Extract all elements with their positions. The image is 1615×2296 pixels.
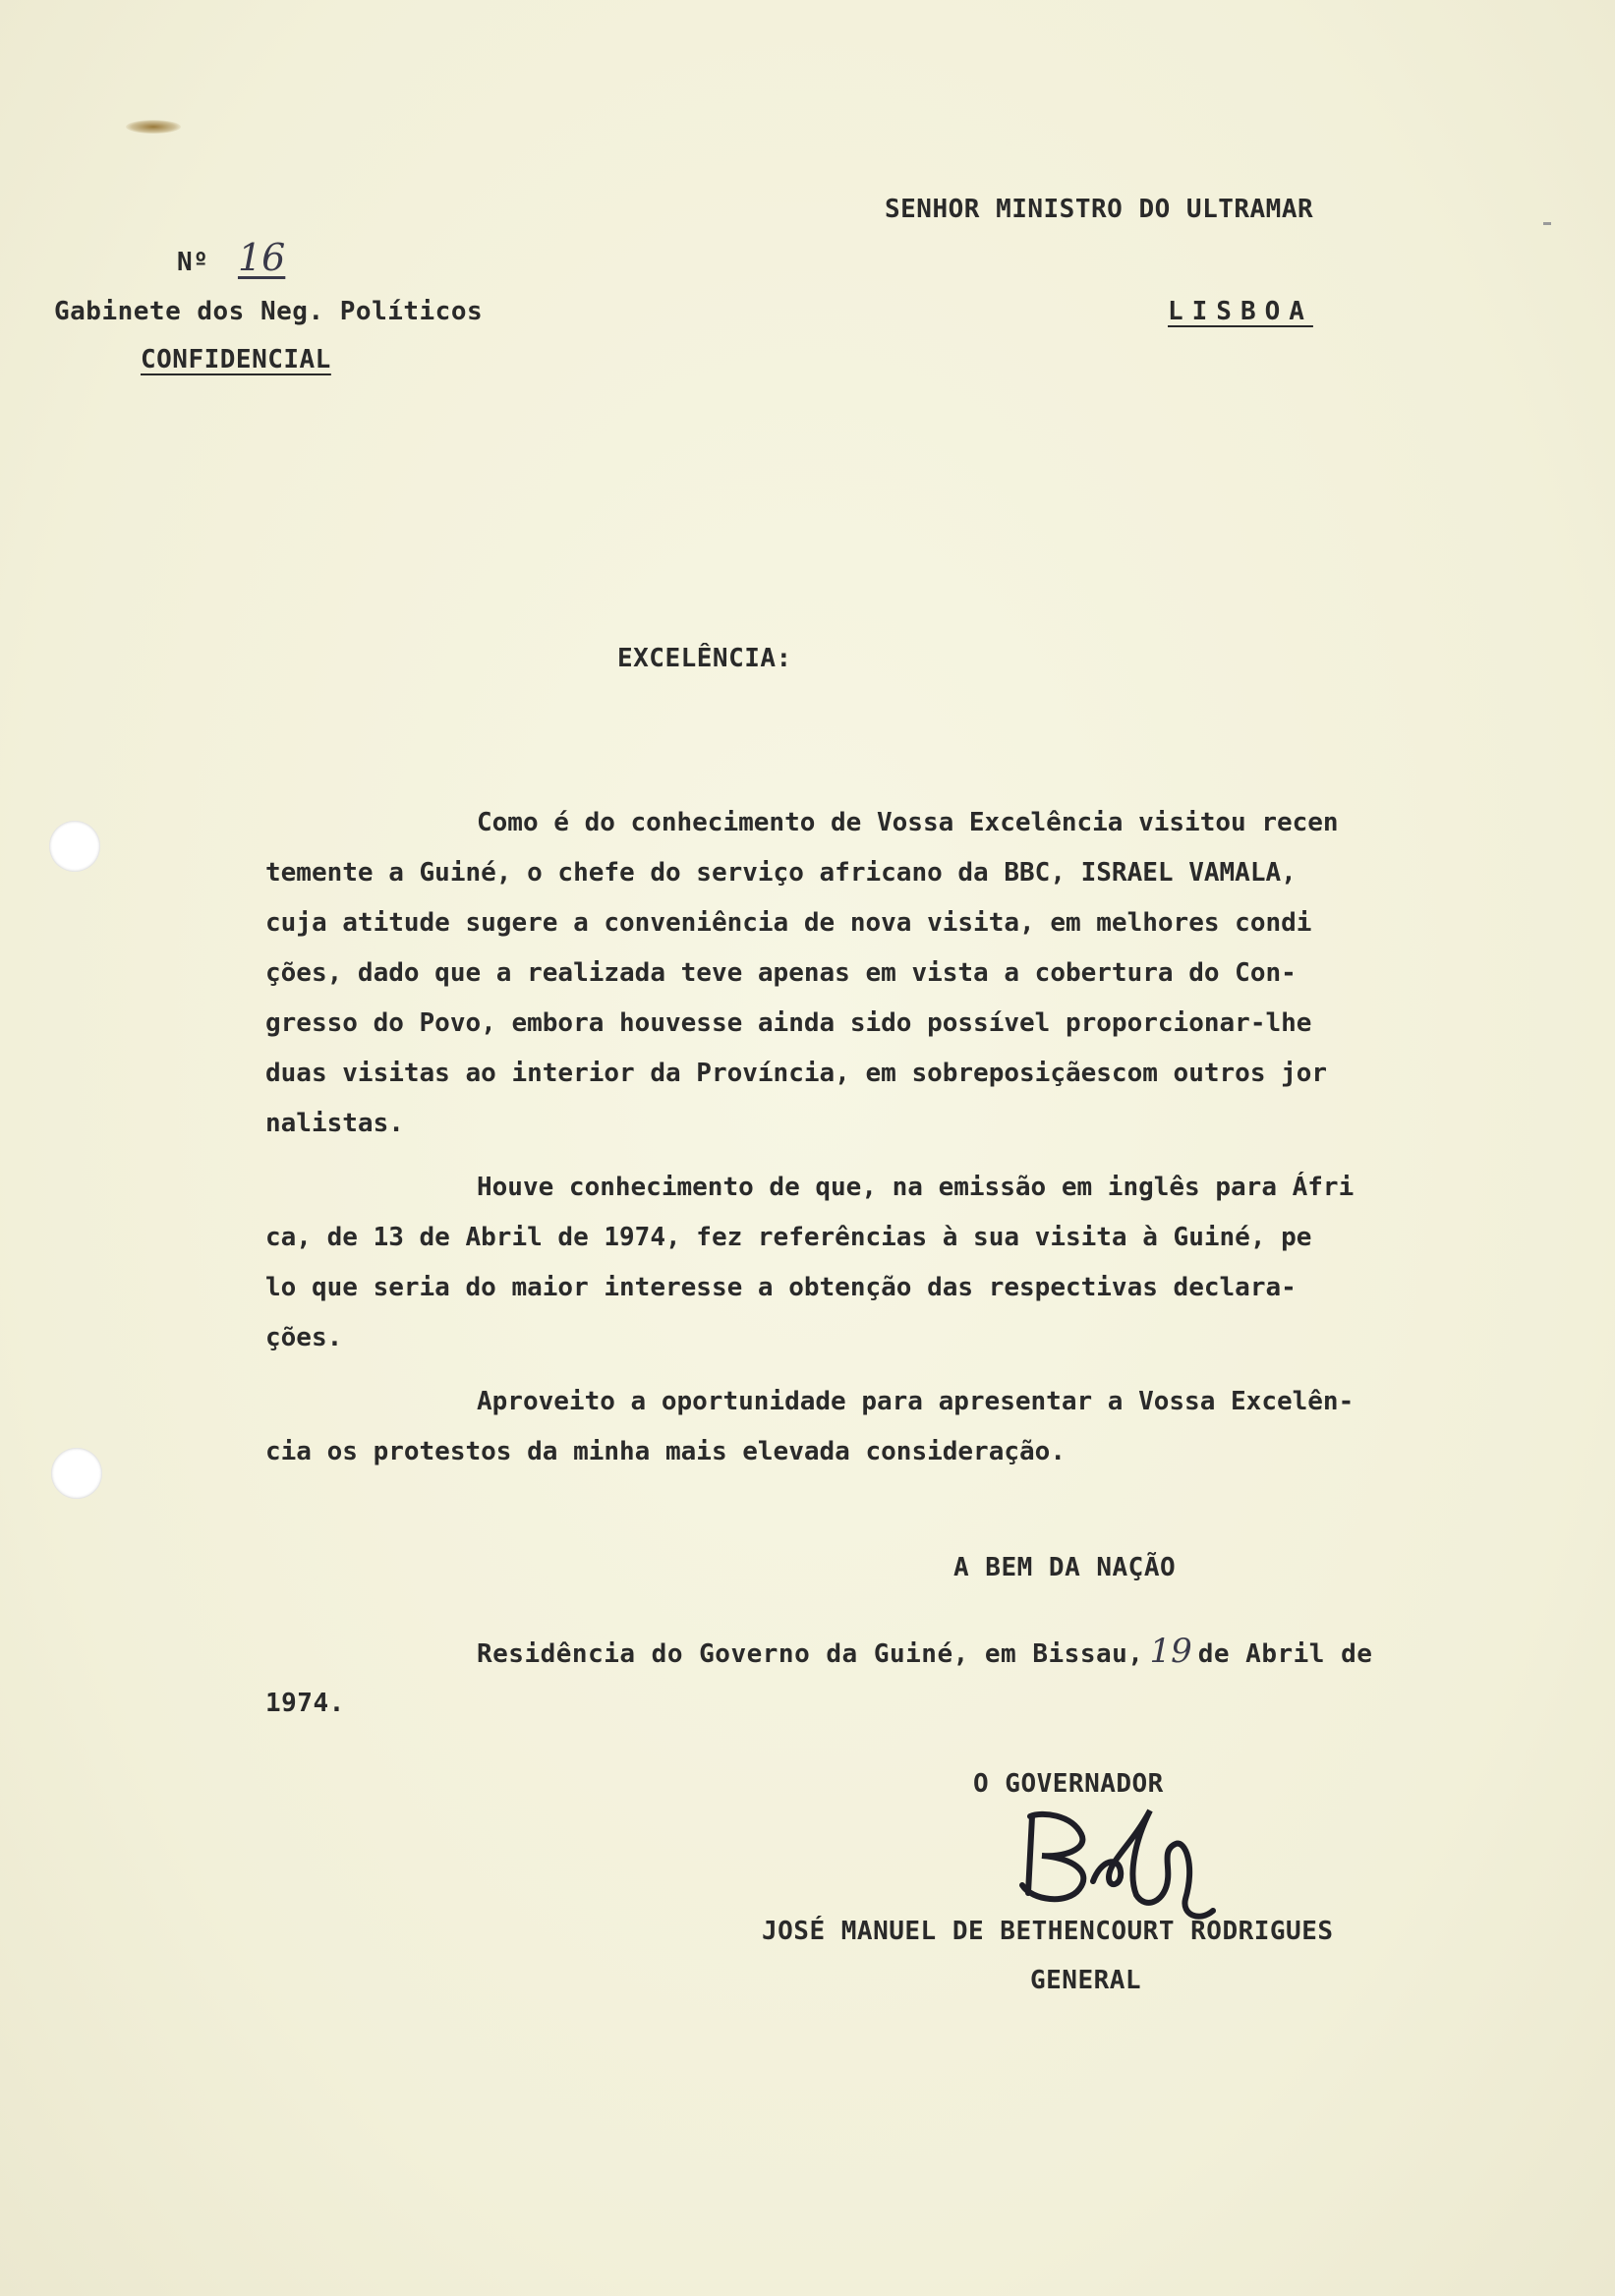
body-line: Aproveito a oportunidade para apresentar a Vossa Excelên- <box>477 1387 1355 1416</box>
year-text: 1974. <box>265 1689 345 1718</box>
body-line: ções. <box>265 1323 343 1352</box>
classification: CONFIDENCIAL <box>141 345 331 374</box>
body-line: duas visitas ao interior da Província, em sobreposiçãescom outros jor <box>265 1059 1328 1088</box>
handwritten-day: 19 <box>1149 1632 1192 1671</box>
reference-number <box>177 236 326 279</box>
place-text: Residência do Governo da Guiné, em Bissau, <box>477 1639 1144 1669</box>
month-text: de Abril de <box>1197 1639 1373 1669</box>
body-line: nalistas. <box>265 1109 404 1138</box>
number-label: Nº <box>177 248 209 277</box>
signer-name: JOSÉ MANUEL DE BETHENCOURT RODRIGUES <box>762 1917 1334 1946</box>
handwritten-signature <box>1003 1787 1219 1924</box>
body-line: lo que seria do maior interesse a obtenção das respectivas declara- <box>265 1273 1297 1302</box>
body-line: gresso do Povo, embora houvesse ainda sido possível proporcionar-lhe <box>265 1008 1312 1038</box>
place-date-line <box>477 1632 1372 1671</box>
edge-mark <box>1543 222 1551 225</box>
punch-hole-bottom <box>51 1448 102 1499</box>
recipient-title: SENHOR MINISTRO DO ULTRAMAR <box>885 195 1314 224</box>
body-line: Houve conhecimento de que, na emissão em inglês para Áfri <box>477 1173 1355 1202</box>
signer-title: O GOVERNADOR <box>973 1769 1164 1799</box>
handwritten-number: 16 <box>237 236 286 279</box>
signer-rank: GENERAL <box>1030 1966 1142 1995</box>
body-line: cia os protestos da minha mais elevada consideração. <box>265 1437 1066 1466</box>
salutation: EXCELÊNCIA: <box>617 644 792 673</box>
body-line: cuja atitude sugere a conveniência de nova visita, em melhores condi <box>265 908 1312 938</box>
body-line: ca, de 13 de Abril de 1974, fez referências à sua visita à Guiné, pe <box>265 1223 1312 1252</box>
body-line: temente a Guiné, o chefe do serviço africano da BBC, ISRAEL VAMALA, <box>265 858 1297 888</box>
recipient-city: LISBOA <box>1168 297 1313 326</box>
body-line: Como é do conhecimento de Vossa Excelência visitou recen <box>477 808 1339 837</box>
body-line: ções, dado que a realizada teve apenas em vista a cobertura do Con- <box>265 958 1297 988</box>
office-name: Gabinete dos Neg. Políticos <box>54 297 484 326</box>
closing-motto: A BEM DA NAÇÃO <box>953 1553 1177 1582</box>
stain-mark <box>126 120 181 134</box>
punch-hole-top <box>49 821 100 872</box>
